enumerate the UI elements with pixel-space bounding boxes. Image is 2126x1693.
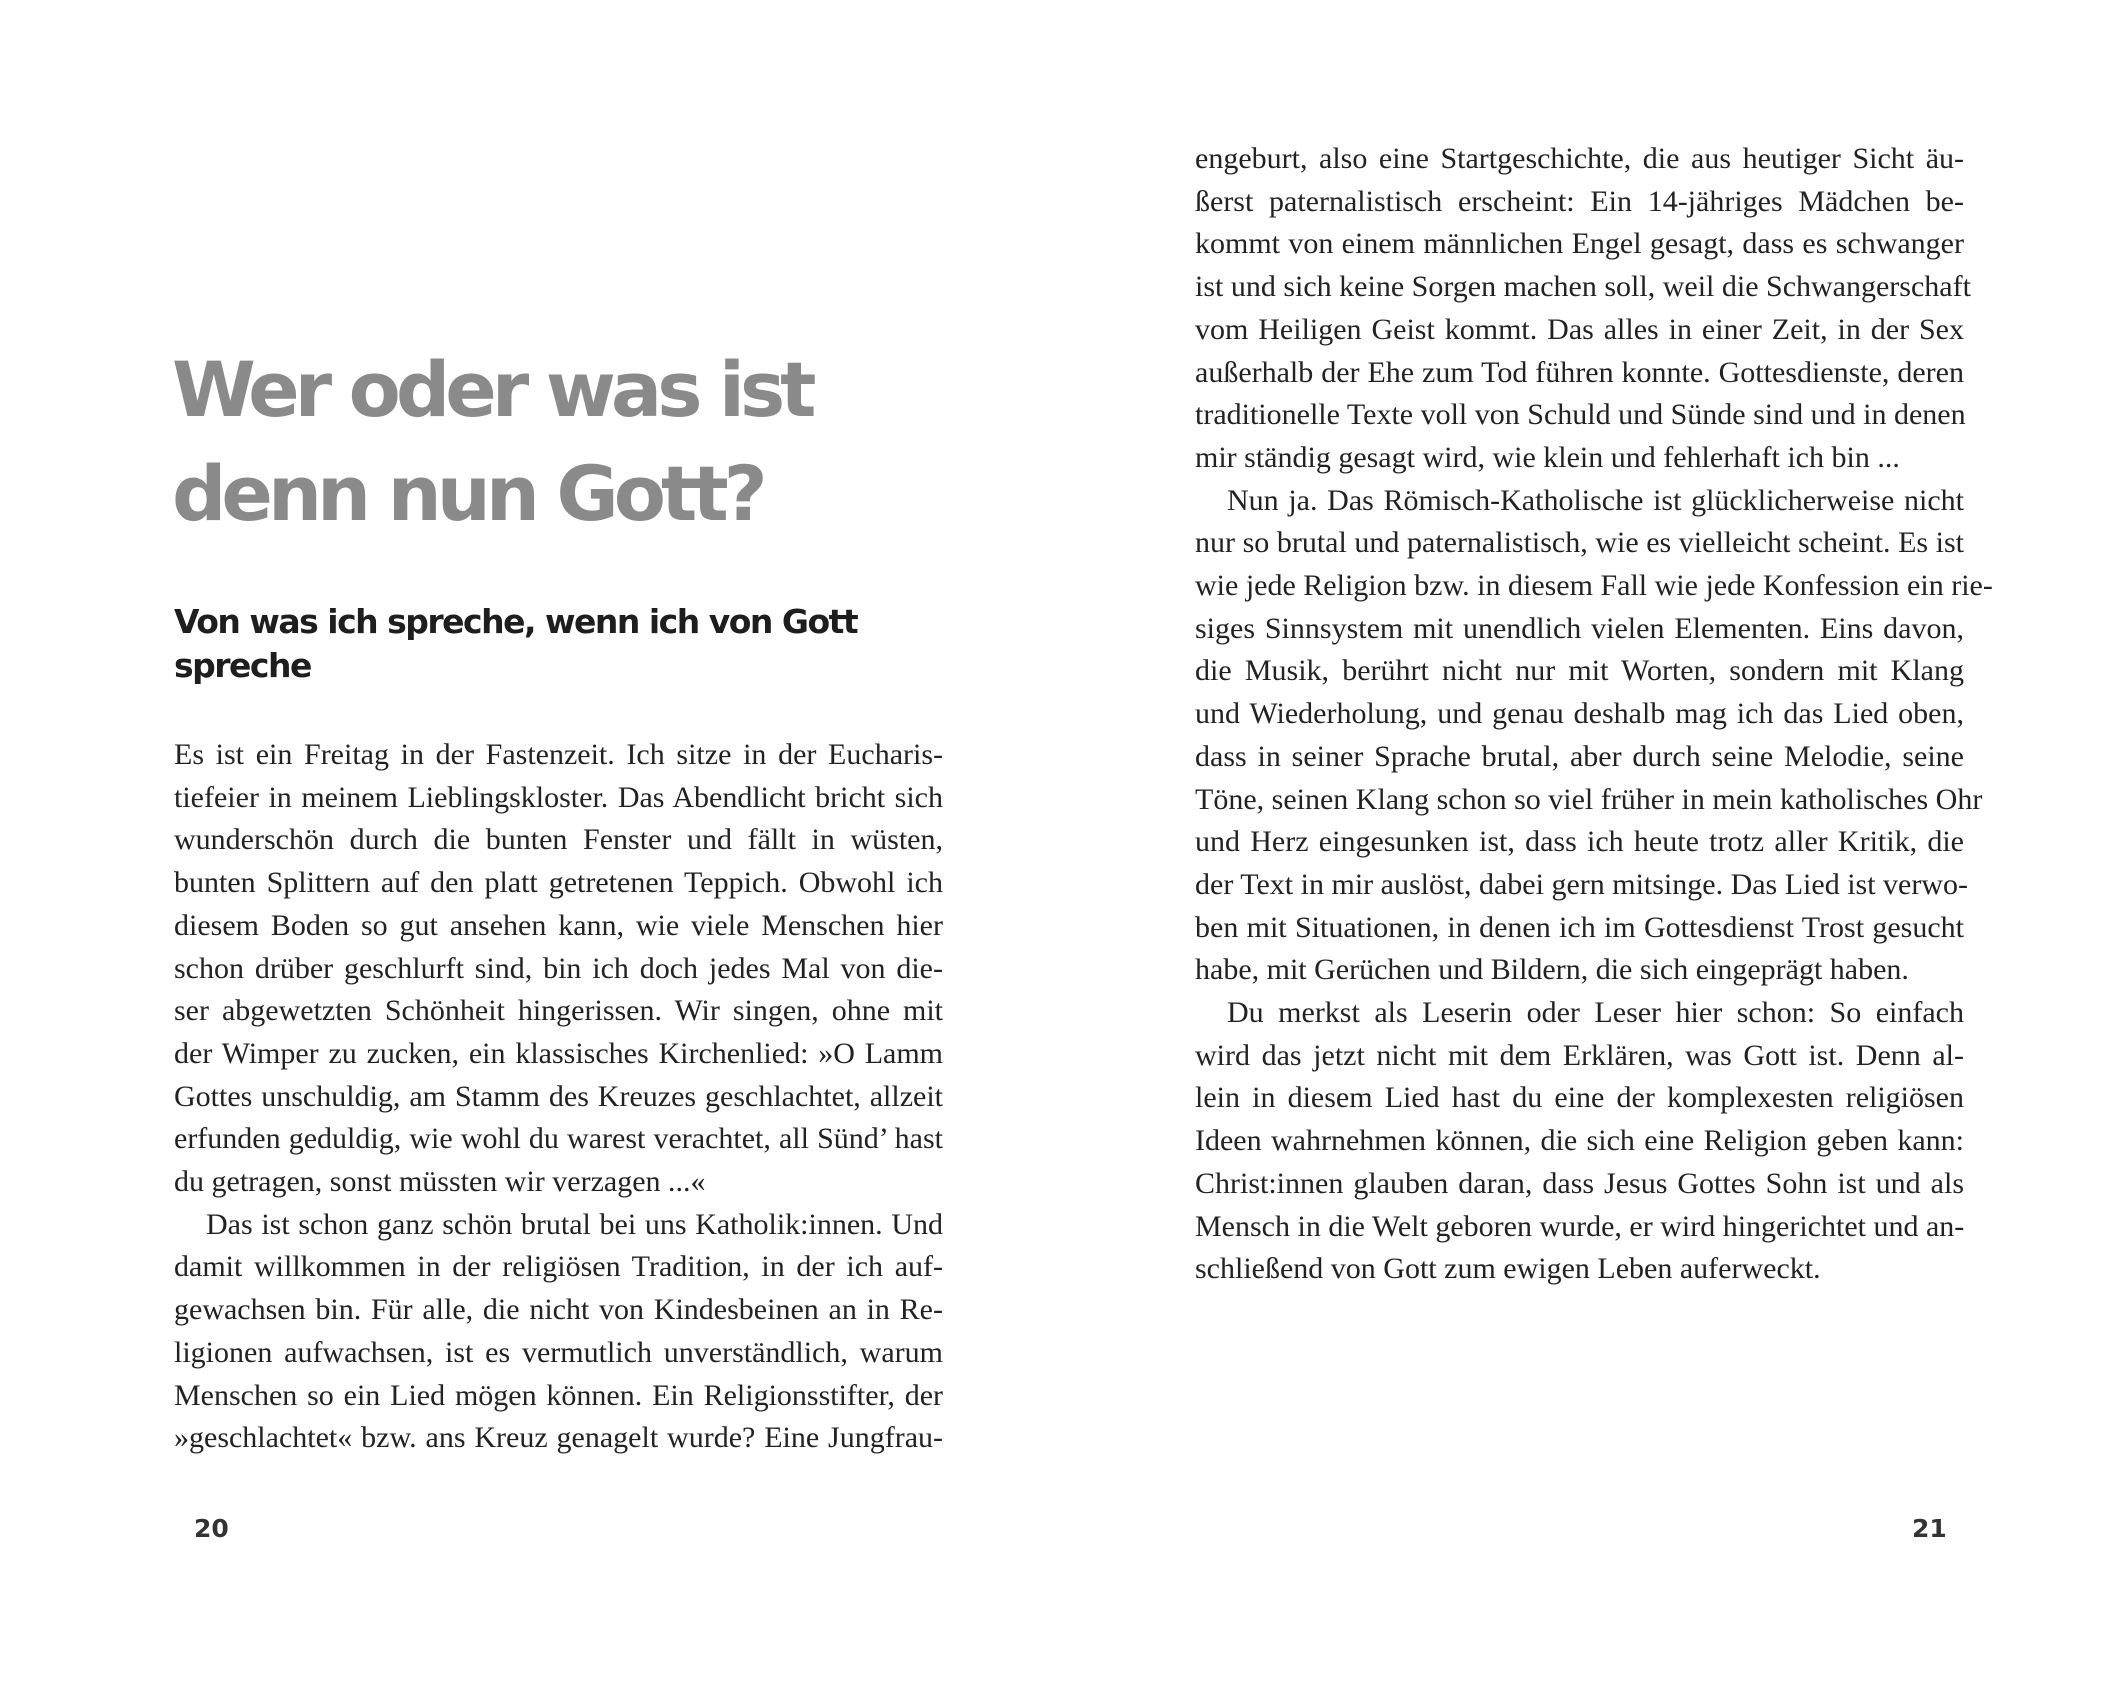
chapter-title-line: denn nun Gott?: [172, 449, 763, 538]
paragraph-line: siges Sinnsystem mit unendlich vielen Elementen. Eins davon,: [1195, 611, 1964, 645]
paragraph-line: schließend von Gott zum ewigen Leben auferweckt.: [1195, 1252, 1821, 1286]
paragraph-line: traditionelle Texte voll von Schuld und Sünde sind und in denen: [1195, 398, 1966, 432]
paragraph-line: ligionen aufwachsen, ist es vermutlich unverständlich, warum: [174, 1335, 943, 1369]
paragraph-line: Das ist schon ganz schön brutal bei uns Katholik:innen. Und: [206, 1207, 943, 1241]
paragraph-line: Menschen so ein Lied mögen können. Ein Religionsstifter, der: [174, 1378, 943, 1412]
paragraph-line: schon drüber geschlurft sind, bin ich doch jedes Mal von die-: [174, 951, 943, 985]
paragraph-line: mir ständig gesagt wird, wie klein und fehlerhaft ich bin ...: [1195, 440, 1900, 474]
paragraph-line: außerhalb der Ehe zum Tod führen konnte. Gottesdienste, deren: [1195, 355, 1964, 389]
paragraph-line: und Wiederholung, und genau deshalb mag ich das Lied oben,: [1195, 697, 1964, 731]
paragraph-line: erfunden geduldig, wie wohl du warest verachtet, all Sünd’ hast: [174, 1122, 943, 1156]
paragraph-line: engeburt, also eine Startgeschichte, die aus heutiger Sicht äu-: [1195, 142, 1964, 175]
paragraph-line: nur so brutal und paternalistisch, wie es vielleicht scheint. Es ist: [1195, 526, 1964, 560]
page-number-left: 20: [194, 1514, 229, 1543]
paragraph-line: »geschlachtet« bzw. ans Kreuz genagelt wurde? Eine Jungfrau-: [174, 1421, 943, 1455]
paragraph-line: lein in diesem Lied hast du eine der komplexesten religiösen: [1195, 1081, 1964, 1115]
paragraph-line: kommt von einem männlichen Engel gesagt, dass es schwanger: [1195, 227, 1964, 261]
chapter-title: [172, 338, 812, 546]
paragraph-line: ßerst paternalistisch erscheint: Ein 14-jähriges Mädchen be-: [1195, 184, 1964, 218]
paragraph-line: bunten Splittern auf den platt getretenen Teppich. Obwohl ich: [174, 866, 943, 900]
paragraph-line: du getragen, sonst müssten wir verzagen ...«: [174, 1165, 706, 1198]
page-number-right: 21: [1912, 1514, 1947, 1543]
paragraph-line: vom Heiligen Geist kommt. Das alles in einer Zeit, in der Sex: [1195, 312, 1964, 346]
paragraph-line: Nun ja. Das Römisch-Katholische ist glücklicherweise nicht: [1227, 483, 1964, 517]
chapter-subtitle-line: spreche: [174, 646, 311, 685]
paragraph-line: damit willkommen in der religiösen Tradition, in der ich auf-: [174, 1250, 943, 1284]
paragraph-line: gewachsen bin. Für alle, die nicht von Kindesbeinen an in Re-: [174, 1293, 943, 1327]
paragraph-line: Du merkst als Leserin oder Leser hier schon: So einfach: [1227, 996, 1964, 1029]
paragraph-line: habe, mit Gerüchen und Bildern, die sich eingeprägt haben.: [1195, 953, 1909, 987]
paragraph-line: und Herz eingesunken ist, dass ich heute trotz aller Kritik, die: [1195, 825, 1964, 859]
paragraph-line: Töne, seinen Klang schon so viel früher in mein katholisches Ohr: [1195, 782, 1983, 816]
paragraph-line: wird das jetzt nicht mit dem Erklären, was Gott ist. Denn al-: [1195, 1038, 1964, 1072]
paragraph-line: Ideen wahrnehmen können, die sich eine Religion geben kann:: [1195, 1124, 1964, 1158]
paragraph-line: diesem Boden so gut ansehen kann, wie viele Menschen hier: [174, 908, 943, 942]
chapter-subtitle: [174, 600, 934, 688]
paragraph-line: die Musik, berührt nicht nur mit Worten, sondern mit Klang: [1195, 654, 1964, 688]
paragraph-line: dass in seiner Sprache brutal, aber durch seine Melodie, seine: [1195, 739, 1964, 773]
paragraph-line: Gottes unschuldig, am Stamm des Kreuzes geschlachtet, allzeit: [174, 1079, 943, 1113]
paragraph-line: wie jede Religion bzw. in diesem Fall wie jede Konfession ein rie-: [1195, 569, 1993, 602]
paragraph-line: Es ist ein Freitag in der Fastenzeit. Ich sitze in der Eucharis-: [174, 738, 943, 771]
paragraph-line: wunderschön durch die bunten Fenster und fällt in wüsten,: [174, 823, 943, 857]
paragraph-line: der Text in mir auslöst, dabei gern mitsinge. Das Lied ist verwo-: [1195, 867, 1969, 901]
chapter-title-line: Wer oder was ist: [172, 345, 812, 434]
chapter-subtitle-line: Von was ich spreche, wenn ich von Gott: [174, 602, 858, 641]
paragraph-line: tiefeier in meinem Lieblingskloster. Das Abendlicht bricht sich: [174, 780, 943, 814]
paragraph-line: Christ:innen glauben daran, dass Jesus Gottes Sohn ist und als: [1195, 1166, 1964, 1200]
paragraph-line: ser abgewetzten Schönheit hingerissen. Wir singen, ohne mit: [174, 994, 943, 1028]
paragraph-line: Mensch in die Welt geboren wurde, er wird hingerichtet und an-: [1195, 1209, 1965, 1243]
paragraph-line: der Wimper zu zucken, ein klassisches Kirchenlied: »O Lamm: [174, 1036, 943, 1070]
paragraph-line: ben mit Situationen, in denen ich im Gottesdienst Trost gesucht: [1195, 910, 1964, 944]
paragraph-line: ist und sich keine Sorgen machen soll, weil die Schwangerschaft: [1195, 270, 1971, 304]
